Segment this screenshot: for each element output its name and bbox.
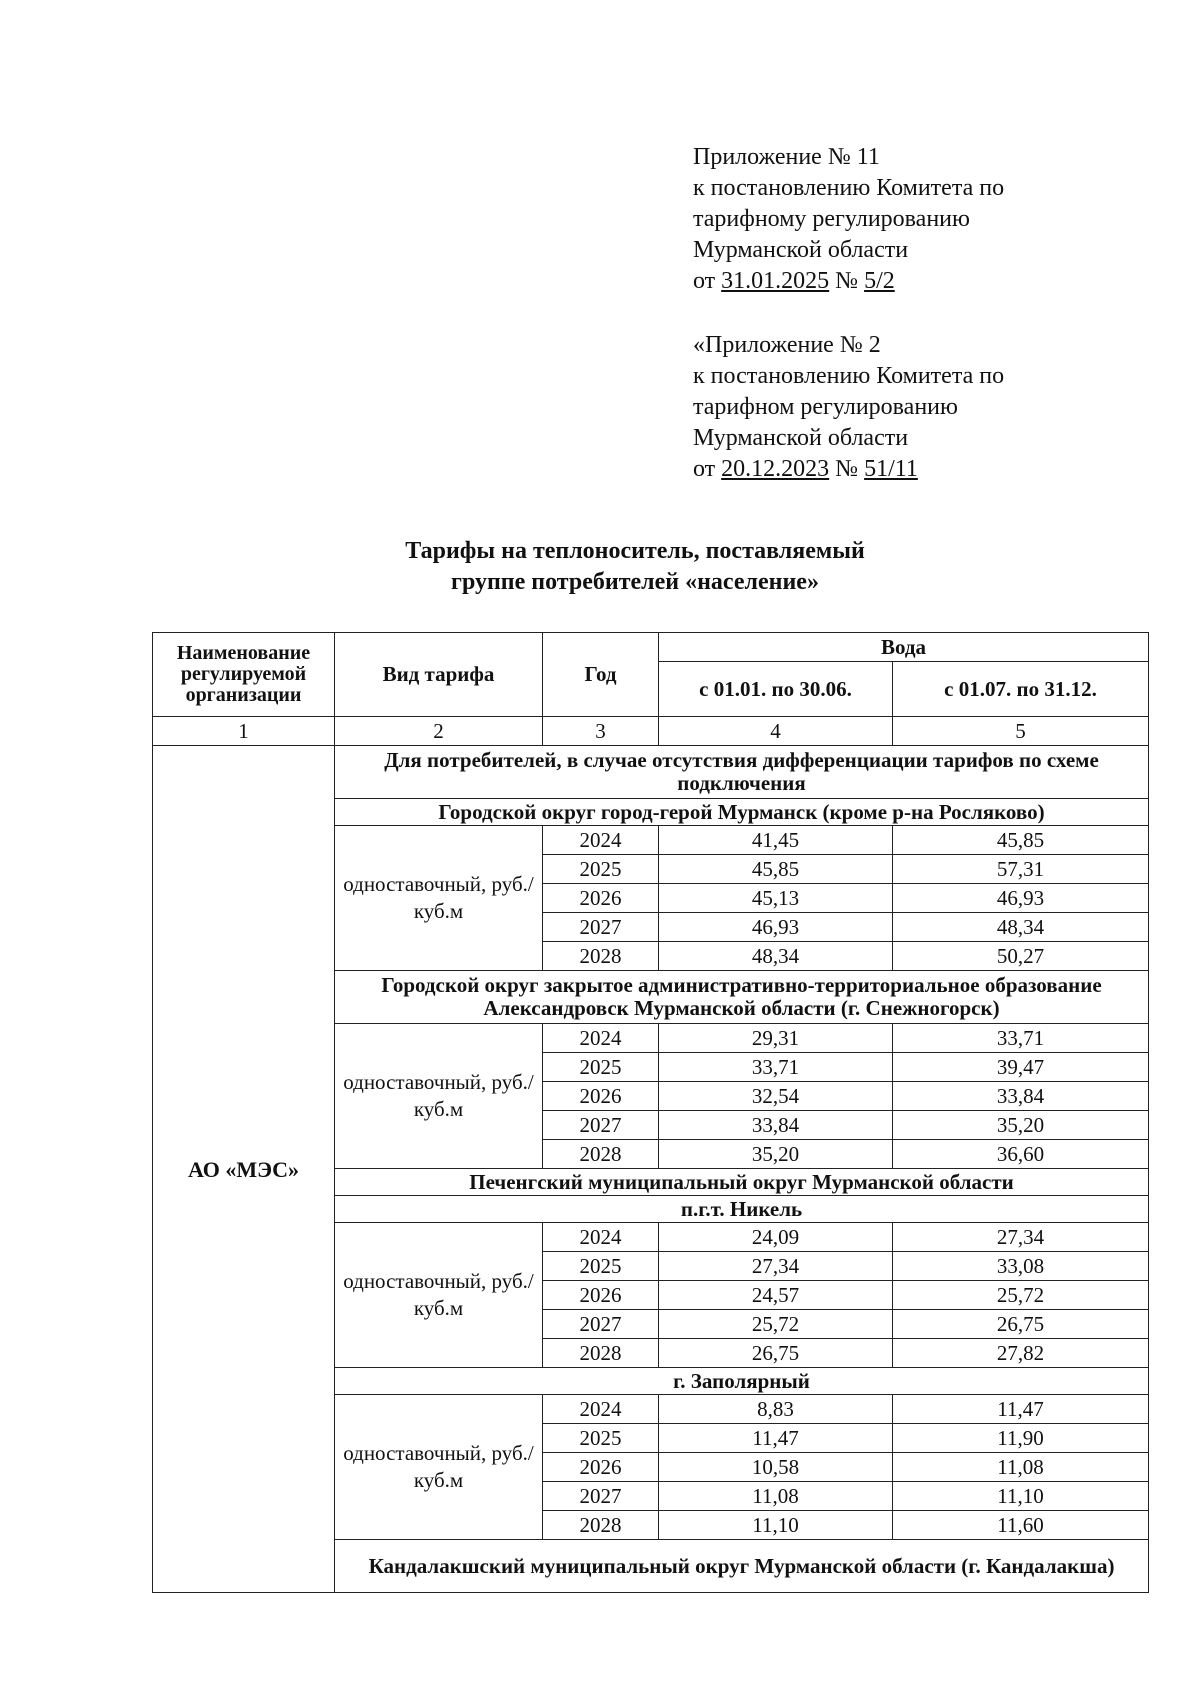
year-cell: 2026	[543, 1453, 659, 1482]
tariff-value-h1: 24,57	[659, 1281, 893, 1310]
appendix-previous	[693, 330, 1004, 485]
appendix-line	[693, 142, 1004, 173]
appendix-text: Мурманской области	[693, 425, 909, 451]
year-cell: 2026	[543, 1281, 659, 1310]
tariff-value-h2: 36,60	[893, 1140, 1149, 1169]
territory-heading: п.г.т. Никель	[335, 1196, 1149, 1223]
year-cell: 2028	[543, 1140, 659, 1169]
tariff-value-h1: 25,72	[659, 1310, 893, 1339]
tariff-value-h1: 33,84	[659, 1111, 893, 1140]
appendix-current	[693, 142, 1004, 297]
appendix-text: «Приложение № 2	[693, 332, 881, 358]
tariff-value-h1: 29,31	[659, 1024, 893, 1053]
year-cell: 2028	[543, 942, 659, 971]
territory-heading: Печенгский муниципальный округ Мурманской области	[335, 1169, 1149, 1196]
appendix-line	[693, 361, 1004, 392]
appendix-line	[693, 204, 1004, 235]
tariff-value-h2: 33,71	[893, 1024, 1149, 1053]
col-number: 3	[543, 717, 659, 746]
year-cell: 2024	[543, 1223, 659, 1252]
title-line-2: группе потребителей «население»	[451, 569, 819, 595]
header-tariff-type: Вид тарифа	[335, 633, 543, 717]
territory-heading: г. Заполярный	[335, 1368, 1149, 1395]
tariff-value-h1: 45,85	[659, 855, 893, 884]
appendix-line	[693, 392, 1004, 423]
year-cell: 2028	[543, 1339, 659, 1368]
general-section-heading: Для потребителей, в случае отсутствия дифференциации тарифов по схеме подключения	[335, 746, 1149, 799]
org-name: АО «МЭС»	[153, 746, 335, 1593]
tariff-value-h2: 11,60	[893, 1511, 1149, 1540]
year-cell: 2027	[543, 1482, 659, 1511]
col-number: 2	[335, 717, 543, 746]
tariff-value-h1: 24,09	[659, 1223, 893, 1252]
header-period-1: с 01.01. по 30.06.	[659, 662, 893, 717]
col-number: 5	[893, 717, 1149, 746]
tariff-value-h2: 50,27	[893, 942, 1149, 971]
year-cell: 2025	[543, 1424, 659, 1453]
tariff-value-h2: 45,85	[893, 826, 1149, 855]
tariff-value-h2: 26,75	[893, 1310, 1149, 1339]
tariff-value-h1: 41,45	[659, 826, 893, 855]
tariff-value-h1: 11,10	[659, 1511, 893, 1540]
appendix-line	[693, 423, 1004, 454]
tariff-value-h1: 8,83	[659, 1395, 893, 1424]
year-cell: 2026	[543, 884, 659, 913]
tariff-value-h2: 11,10	[893, 1482, 1149, 1511]
appendix-text: к постановлению Комитета по	[693, 175, 1005, 201]
col-number: 4	[659, 717, 893, 746]
appendix-text: Приложение № 11	[693, 144, 880, 170]
col-number: 1	[153, 717, 335, 746]
header-year: Год	[543, 633, 659, 717]
year-cell: 2027	[543, 1310, 659, 1339]
year-cell: 2024	[543, 1024, 659, 1053]
tariff-value-h2: 27,34	[893, 1223, 1149, 1252]
tariff-value-h1: 46,93	[659, 913, 893, 942]
tariff-value-h2: 35,20	[893, 1111, 1149, 1140]
appendix-date: 20.12.2023	[721, 456, 830, 482]
tariff-value-h2: 57,31	[893, 855, 1149, 884]
tariffs-table-body	[153, 633, 1149, 1593]
appendix-header	[693, 142, 1004, 485]
appendix-text: от	[693, 456, 722, 482]
tariff-value-h2: 11,90	[893, 1424, 1149, 1453]
appendix-line	[693, 235, 1004, 266]
tariff-kind: одноставочный, руб./куб.м	[335, 1223, 543, 1368]
tariff-value-h2: 33,84	[893, 1082, 1149, 1111]
year-cell: 2027	[543, 913, 659, 942]
tariff-value-h2: 11,47	[893, 1395, 1149, 1424]
tariff-value-h1: 11,08	[659, 1482, 893, 1511]
appendix-number-sign: №	[829, 456, 865, 482]
tariff-value-h2: 46,93	[893, 884, 1149, 913]
section-row	[153, 746, 1149, 799]
appendix-number: 5/2	[864, 268, 895, 294]
appendix-text: тарифному регулированию	[693, 206, 970, 232]
tariff-value-h1: 35,20	[659, 1140, 893, 1169]
appendix-line	[693, 454, 1004, 485]
year-cell: 2024	[543, 1395, 659, 1424]
appendix-line	[693, 266, 1004, 297]
tariff-value-h1: 11,47	[659, 1424, 893, 1453]
header-org: Наименование регулируемой организации	[153, 633, 335, 717]
header-period-2: с 01.07. по 31.12.	[893, 662, 1149, 717]
appendix-text: Мурманской области	[693, 237, 909, 263]
territory-heading: Городской округ закрытое административно-территориальное образование Александровск Мурманской области (г. Снежногорск)	[335, 971, 1149, 1024]
appendix-line	[693, 173, 1004, 204]
tariff-value-h2: 11,08	[893, 1453, 1149, 1482]
tariff-value-h1: 48,34	[659, 942, 893, 971]
title-line-1: Тарифы на теплоноситель, поставляемый	[405, 538, 865, 564]
appendix-line	[693, 330, 1004, 361]
tariff-value-h1: 32,54	[659, 1082, 893, 1111]
tariff-kind: одноставочный, руб./куб.м	[335, 1024, 543, 1169]
tariff-value-h1: 45,13	[659, 884, 893, 913]
tariff-value-h1: 27,34	[659, 1252, 893, 1281]
tariff-value-h2: 39,47	[893, 1053, 1149, 1082]
year-cell: 2028	[543, 1511, 659, 1540]
year-cell: 2027	[543, 1111, 659, 1140]
tariff-value-h1: 10,58	[659, 1453, 893, 1482]
tariff-kind: одноставочный, руб./куб.м	[335, 826, 543, 971]
page-title	[240, 536, 1030, 598]
territory-heading: Городской округ город-герой Мурманск (кроме р-на Росляково)	[335, 799, 1149, 826]
appendix-date: 31.01.2025	[721, 268, 830, 294]
year-cell: 2025	[543, 1053, 659, 1082]
tariff-kind: одноставочный, руб./куб.м	[335, 1395, 543, 1540]
header-water: Вода	[659, 633, 1149, 662]
appendix-number: 51/11	[864, 456, 918, 482]
year-cell: 2025	[543, 855, 659, 884]
tariff-value-h2: 27,82	[893, 1339, 1149, 1368]
year-cell: 2025	[543, 1252, 659, 1281]
column-numbers-row	[153, 717, 1149, 746]
year-cell: 2024	[543, 826, 659, 855]
appendix-text: к постановлению Комитета по	[693, 363, 1005, 389]
appendix-text: тарифном регулированию	[693, 394, 958, 420]
appendix-number-sign: №	[829, 268, 865, 294]
tariff-value-h2: 33,08	[893, 1252, 1149, 1281]
year-cell: 2026	[543, 1082, 659, 1111]
tariff-value-h1: 33,71	[659, 1053, 893, 1082]
header-row-1	[153, 633, 1149, 662]
tariffs-table	[152, 632, 1149, 1593]
tariff-value-h2: 25,72	[893, 1281, 1149, 1310]
territory-heading: Кандалакшский муниципальный округ Мурманской области (г. Кандалакша)	[335, 1540, 1149, 1593]
tariff-value-h1: 26,75	[659, 1339, 893, 1368]
tariff-value-h2: 48,34	[893, 913, 1149, 942]
appendix-text: от	[693, 268, 722, 294]
